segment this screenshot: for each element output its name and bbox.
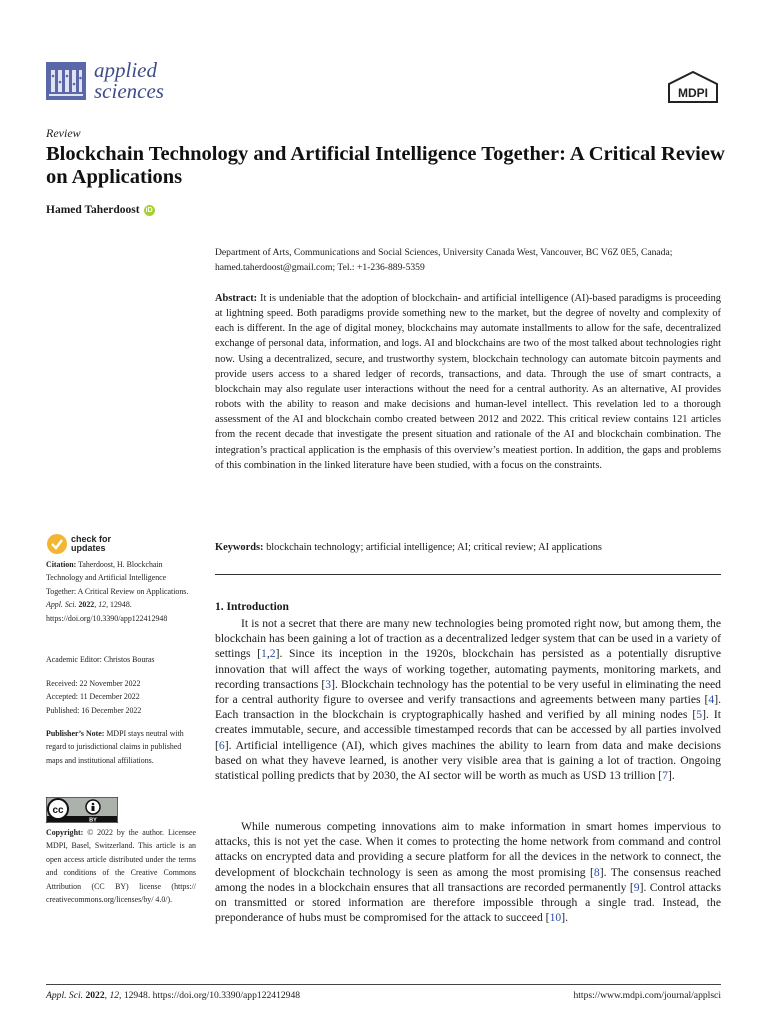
- reference-link[interactable]: 5: [696, 708, 703, 722]
- keywords-text: blockchain technology; artificial intelligence; AI; critical review; AI applications: [266, 542, 602, 553]
- footer-journal: Appl. Sci.: [46, 990, 84, 1001]
- reference-link[interactable]: 1: [261, 647, 267, 661]
- keywords-label: Keywords:: [215, 542, 264, 553]
- para-text: ]. The consensus reached among the nodes in a blockchain ensures that all transactions are recorded permanently [: [215, 865, 722, 894]
- copyright-label: Copyright:: [46, 828, 84, 837]
- para-text: ]. Blockchain technology has the potential to be very useful in eliminating the need for a central authority figure to oversee and verify transactions and agreements between many parties [: [215, 677, 721, 707]
- article-title: Blockchain Technology and Artificial Intelligence Together: A Critical Review on Applications: [46, 143, 725, 188]
- introduction-paragraph-1: [215, 616, 721, 783]
- citation-block: Citation: Taherdoost, H. Blockchain Technology and Artificial Intelligence Together: A Critical Review on Applications. Appl. Sci. 2022, 12, 12948. https://doi.org/10.3390/app122412948: [46, 560, 189, 623]
- abstract-text: It is undeniable that the adoption of blockchain- and artificial intelligence (AI)-based paradigms is proceeding at lightning speed. Both paradigms provide something new to the market, but the degree of novelty and complexity of each is different. In the age of digital money, blockchains may automate installments to allow for the safe, decentralized exchange of personal data, information, and logs. AI and blockchains are two of the most talked about technologies right now. Using a decentralized, secure, and trustworthy system, blockchain technology can automate bitcoin payments and provide users access to a shared ledger of records, transactions, and data. Through the use of smart contracts, a blockchain may also regulate user interactions without the need for a central authority. As an alternative, AI provides robots with the ability to reason and make decisions and human-level intellect. This revelation led to a thorough assessment of the AI and blockchain combo created between 2012 and 2022. This critical review contains 121 articles from the recent decade that investigate the present situation and rationale of the AI and blockchain combination. The integration’s practical application is the emphasis of this overview’s meatiest portion. In addition, the gaps and problems of this combination in the linked literature have been studied, with a focus on the constraints.: [215, 293, 721, 471]
- journal-name-line2: sciences: [94, 79, 164, 103]
- para-text: While numerous competing innovations aim to make information in smart homes impervious to attacks, this is not yet the case. When it comes to protecting the home network from command and control attacks on encrypted data and providing a secure platform for all the devices in the network to connect, the development of blockchain technology is seen as among the most promising [: [215, 820, 721, 879]
- copyright-text: © 2022 by the author. Licensee MDPI, Basel, Switzerland. This article is an open access article distributed under the terms and conditions of the Creative Commons Attribution (CC BY) license (https:// creativecommons.org/licenses/by/ 4.0/).: [46, 828, 196, 905]
- para-text: ]. Since its inception in the 1920s, blockchain has persisted as a potentially disruptive innovation that will affect the ways of working together, automating payments, monitoring markets, and recording transactions [: [215, 647, 722, 691]
- footer-volume: 12: [109, 990, 120, 1001]
- svg-text:cc: cc: [52, 805, 64, 816]
- publisher-note-label: Publisher’s Note:: [46, 729, 105, 738]
- publisher-name: MDPI: [678, 86, 708, 100]
- check-updates-line2: updates: [71, 543, 106, 553]
- citation-doi[interactable]: 12948. https://doi.org/10.3390/app122412948: [46, 600, 168, 623]
- reference-link[interactable]: 9: [633, 880, 640, 894]
- reference-link[interactable]: 6: [218, 738, 225, 752]
- footer-doi[interactable]: , 12948. https://doi.org/10.3390/app122412948: [119, 990, 301, 1001]
- published-date: Published: 16 December 2022: [46, 705, 142, 715]
- citation-journal: Appl. Sci.: [46, 600, 77, 610]
- journal-logo[interactable]: [46, 60, 164, 102]
- reference-link[interactable]: 3: [325, 677, 332, 691]
- para-text: ]. It creates immutable, secure, and accessible timestamped records that can be accessed by all parties involved [: [215, 708, 721, 752]
- article-type: Review: [46, 126, 81, 140]
- mdpi-logo-icon[interactable]: [667, 71, 719, 105]
- abstract: [215, 291, 721, 473]
- check-for-updates-label: [71, 535, 111, 553]
- footer-year: 2022: [85, 990, 105, 1001]
- reference-link[interactable]: 4: [708, 693, 715, 707]
- academic-editor: Academic Editor: Christos Bouras: [46, 655, 155, 664]
- publisher-note-text: MDPI stays neutral with regard to jurisdictional claims in published maps and institutional affiliations.: [46, 729, 184, 765]
- section-heading: 1. Introduction: [215, 601, 289, 613]
- dates-block: [46, 677, 196, 717]
- check-for-updates-icon: [46, 533, 68, 555]
- reference-link[interactable]: 7: [662, 769, 668, 783]
- author-name[interactable]: Hamed Taherdoost: [46, 204, 140, 216]
- citation-year: 2022: [78, 600, 95, 610]
- orcid-icon[interactable]: iD: [145, 206, 153, 214]
- divider: [215, 574, 721, 575]
- publisher-note: [46, 727, 196, 767]
- received-date: Received: 22 November 2022: [46, 679, 141, 688]
- reference-link[interactable]: 8: [593, 865, 600, 879]
- footer-journal-url[interactable]: https://www.mdpi.com/journal/applsci: [573, 990, 721, 1001]
- keywords: [215, 541, 721, 555]
- reference-link[interactable]: 10: [549, 911, 562, 925]
- abstract-label: Abstract:: [215, 293, 258, 304]
- check-updates-line1: check for: [71, 534, 112, 544]
- svg-text:BY: BY: [89, 817, 97, 823]
- para-text: ,: [266, 647, 270, 661]
- para-text: ].: [561, 911, 568, 925]
- para-text: It is not a secret that there are many new technologies being promoted right now, but among them, the blockchain has been gaining a lot of traction as a decentralized ledger system that can be used in a variety of settings [: [215, 617, 721, 661]
- reference-link[interactable]: 2: [269, 647, 276, 661]
- footer-rule: [46, 984, 721, 985]
- citation-volume: 12: [98, 600, 107, 610]
- citation-label: Citation:: [46, 560, 77, 569]
- applied-sciences-logo-icon: [46, 62, 86, 100]
- accepted-date: Accepted: 11 December 2022: [46, 692, 140, 702]
- footer-citation: Appl. Sci. 2022, 12, 12948. https://doi.org/10.3390/app122412948: [46, 990, 301, 1001]
- cc-by-license-badge-icon[interactable]: [46, 797, 118, 823]
- para-text: ]. Each transaction in the blockchain is cryptographically hashed and verified by all mining nodes [: [215, 693, 721, 722]
- journal-name: [94, 60, 164, 102]
- citation-text: Taherdoost, H. Blockchain Technology and Artificial Intelligence Together: A Critical Review on Applications.: [46, 560, 189, 596]
- introduction-paragraph-2: [215, 819, 721, 925]
- para-text: ].: [667, 769, 675, 783]
- author-line: [46, 204, 155, 216]
- para-text: ]. Control attacks on transmitted or stored information are therefore impossible through a single trad. Instead, the preponderance of hubs must be compromised for the attack to succeed [: [215, 880, 722, 925]
- check-for-updates-button[interactable]: [46, 533, 111, 555]
- affiliation: Department of Arts, Communications and Social Sciences, University Canada West, Vancouver, BC V6Z 0E5, Canada; hamed.taherdoost@gmail.com; Tel.: +1-236-889-5359: [215, 247, 673, 273]
- para-text: ]. Artificial intelligence (AI), which gives machines the ability to learn from data and make decisions based on what they haveve learned, is another very visible area that is gaining a lot of traction. Ongoing statistical polling predicts that by 2030, the AI sector will be worth as much as USD 13 trillion [: [215, 738, 721, 783]
- journal-name-line1: applied: [94, 58, 157, 82]
- copyright-notice: [46, 826, 196, 906]
